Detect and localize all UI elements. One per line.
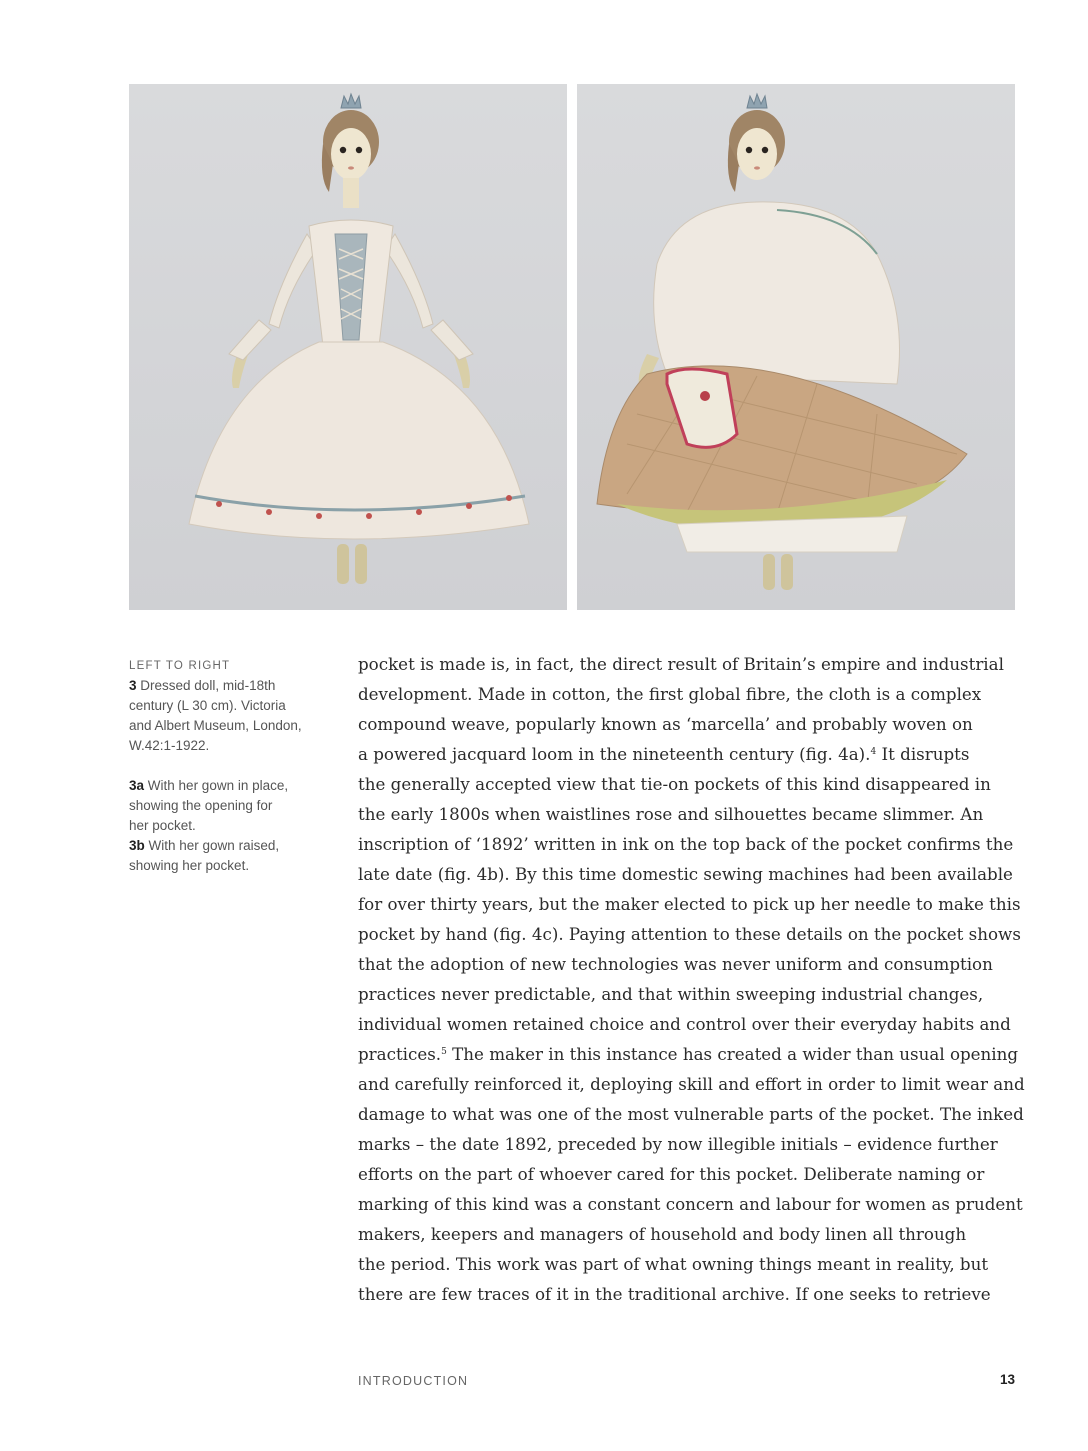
body-line: compound weave, popularly known as ‘marcella’ and probably woven on — [358, 714, 973, 734]
caption-fig3b-number: 3b — [129, 838, 145, 853]
doll-gown-raised-photo-icon — [577, 84, 1015, 610]
caption-kicker: LEFT TO RIGHT — [129, 660, 231, 672]
body-line: and carefully reinforced it, deploying skill and effort in order to limit wear and — [358, 1074, 1025, 1094]
body-line: marking of this kind was a constant concern and labour for women as prudent — [358, 1194, 1023, 1214]
caption-fig3b-line-1: 3b With her gown raised, — [129, 838, 280, 853]
body-line: damage to what was one of the most vulnerable parts of the pocket. The inked — [358, 1104, 1024, 1124]
caption-fig3a-line-1: 3a With her gown in place, — [129, 778, 289, 793]
body-line: the generally accepted view that tie-on pockets of this kind disappeared in — [358, 774, 991, 794]
body-line: development. Made in cotton, the first global fibre, the cloth is a complex — [358, 684, 982, 704]
running-footer-section: INTRODUCTION — [358, 1374, 469, 1388]
body-line: pocket is made is, in fact, the direct result of Britain’s empire and industrial — [358, 654, 1004, 674]
body-line: a powered jacquard loom in the nineteenth century (fig. 4a).$^4$ It disrupts — [358, 744, 970, 764]
body-line: there are few traces of it in the traditional archive. If one seeks to retrieve — [358, 1284, 991, 1304]
body-line: practices.$^5$ The maker in this instance has created a wider than usual opening — [358, 1044, 1019, 1064]
caption-fig3-line-1: 3 Dressed doll, mid-18th — [129, 678, 276, 693]
caption-fig3a-number: 3a — [129, 778, 145, 793]
body-text — [358, 649, 1025, 1309]
body-line: inscription of ‘1892’ written in ink on the top back of the pocket confirms the — [358, 834, 1014, 854]
figure-caption — [129, 656, 329, 876]
caption-fig3a-line-2: showing the opening for — [129, 798, 273, 813]
body-line: marks – the date 1892, preceded by now illegible initials – evidence further — [358, 1134, 998, 1154]
body-line: the period. This work was part of what owning things meant in reality, but — [358, 1254, 989, 1274]
body-line: practices never predictable, and that within sweeping industrial changes, — [358, 984, 984, 1004]
caption-fig3-line-3: and Albert Museum, London, — [129, 718, 302, 733]
figure-3a-photo — [129, 84, 567, 610]
footnote-ref-4[interactable]: 4 — [870, 747, 877, 757]
body-line: for over thirty years, but the maker elected to pick up her needle to make this — [358, 894, 1021, 914]
page-number: 13 — [999, 1372, 1015, 1387]
footnote-ref-5[interactable]: 5 — [441, 1047, 447, 1057]
body-line: that the adoption of new technologies was never uniform and consumption — [358, 954, 993, 974]
caption-fig3-line-2: century (L 30 cm). Victoria — [129, 698, 286, 713]
body-line: efforts on the part of whoever cared for this pocket. Deliberate naming or — [358, 1164, 985, 1184]
doll-gown-in-place-photo-icon — [129, 84, 567, 610]
body-line: makers, keepers and managers of household and body linen all through — [358, 1224, 967, 1244]
caption-fig3b-line-2: showing her pocket. — [129, 858, 250, 873]
caption-fig3-number: 3 — [129, 678, 137, 693]
body-line: pocket by hand (fig. 4c). Paying attention to these details on the pocket shows — [358, 924, 1021, 944]
body-line: individual women retained choice and control over their everyday habits and — [358, 1014, 1011, 1034]
body-line: late date (fig. 4b). By this time domestic sewing machines had been available — [358, 864, 1013, 884]
caption-fig3-line-4: W.42:1-1922. — [129, 738, 210, 753]
caption-fig3a-line-3: her pocket. — [129, 818, 196, 833]
figure-3b-photo — [577, 84, 1015, 610]
body-line: the early 1800s when waistlines rose and silhouettes became slimmer. An — [358, 804, 984, 824]
